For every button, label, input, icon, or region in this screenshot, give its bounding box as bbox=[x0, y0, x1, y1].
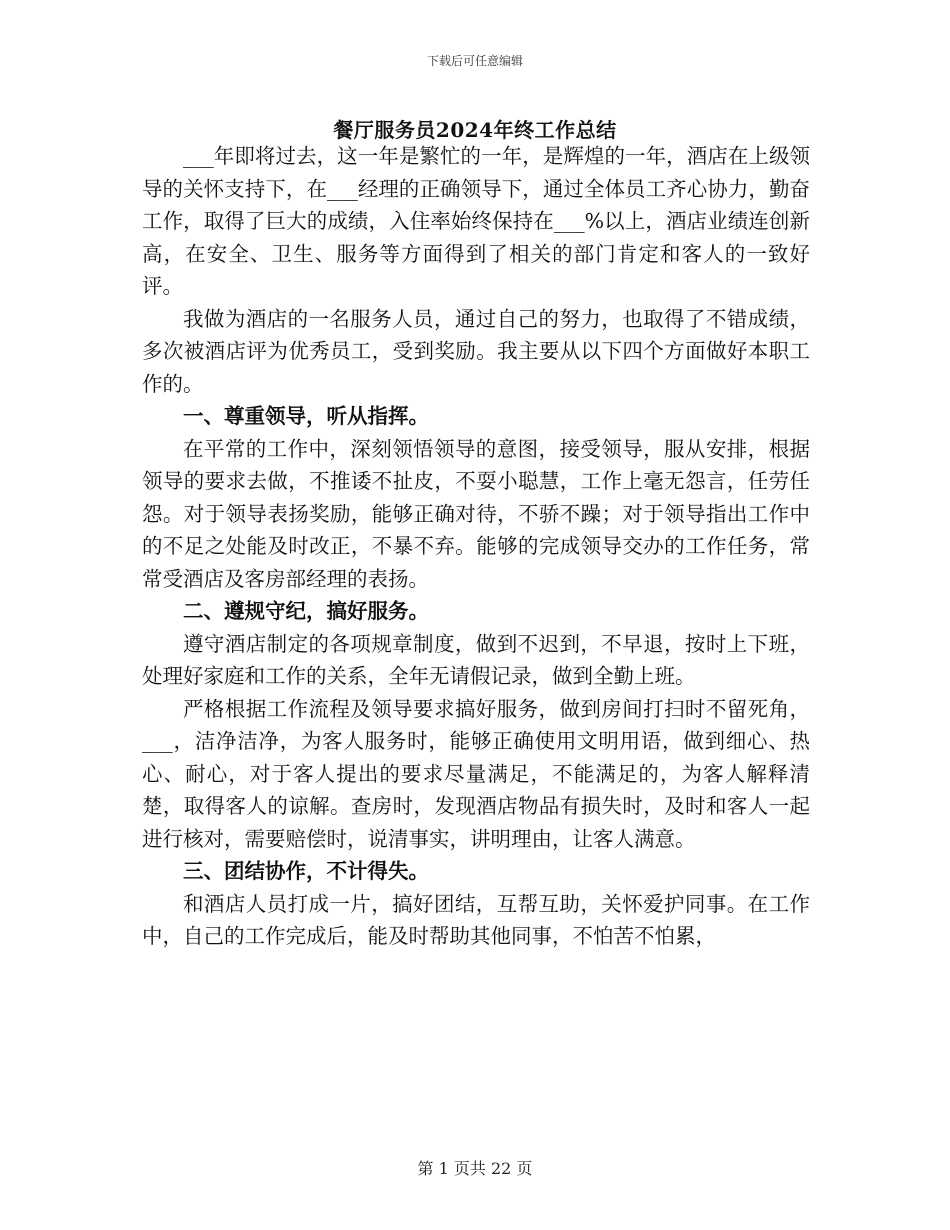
document-title: 餐厅服务员2024年终工作总结 bbox=[333, 118, 617, 142]
summary-paragraph: 我做为酒店的一名服务人员，通过自己的努力，也取得了不错成绩，多次被酒店评为优秀员工，受到奖励。我主要从以下四个方面做好本职工作的。 bbox=[142, 306, 810, 396]
section-heading-1: 一、尊重领导，听从指挥。 bbox=[183, 404, 429, 428]
section-2-paragraph-1: 遵守酒店制定的各项规章制度，做到不迟到，不早退，按时上下班，处理好家庭和工作的关系，全年无请假记录，做到全勤上班。 bbox=[142, 631, 810, 688]
section-1-paragraph: 在平常的工作中，深刻领悟领导的意图，接受领导，服从安排，根据领导的要求去做，不推诿不扯皮，不耍小聪慧，工作上毫无怨言，任劳任怨。对于领导表扬奖励，能够正确对待，不骄不躁；对于领导指出工作中的不足之处能及时改正，不暴不弃。能够的完成领导交办的工作任务，常常受酒店及客房部经理的表扬。 bbox=[142, 436, 810, 591]
document-body bbox=[142, 140, 810, 953]
intro-paragraph: ___年即将过去，这一年是繁忙的一年，是辉煌的一年，酒店在上级领导的关怀支持下，在___经理的正确领导下，通过全体员工齐心协力，勤奋工作，取得了巨大的成绩，入住率始终保持在___%以上，酒店业绩连创新高，在安全、卫生、服务等方面得到了相关的部门肯定和客人的一致好评。 bbox=[142, 144, 810, 298]
section-heading-3: 三、团结协作，不计得失。 bbox=[183, 859, 429, 883]
page-footer: 第 1 页共 22 页 bbox=[417, 1159, 533, 1178]
section-2-paragraph-2: 严格根据工作流程及领导要求搞好服务，做到房间打扫时不留死角，___，洁净洁净，为客人服务时，能够正确使用文明用语，做到细心、热心、耐心，对于客人提出的要求尽量满足，不能满足的，为客人解释清楚，取得客人的谅解。查房时，发现酒店物品有损失时，及时和客人一起进行核对，需要赔偿时，说清事实，讲明理由，让客人满意。 bbox=[142, 696, 810, 851]
section-3-paragraph: 和酒店人员打成一片，搞好团结，互帮互助，关怀爱护同事。在工作中，自己的工作完成后，能及时帮助其他同事，不怕苦不怕累， bbox=[142, 891, 810, 948]
header-note: 下载后可任意编辑 bbox=[426, 54, 523, 68]
section-heading-2: 二、遵规守纪，搞好服务。 bbox=[183, 599, 429, 623]
